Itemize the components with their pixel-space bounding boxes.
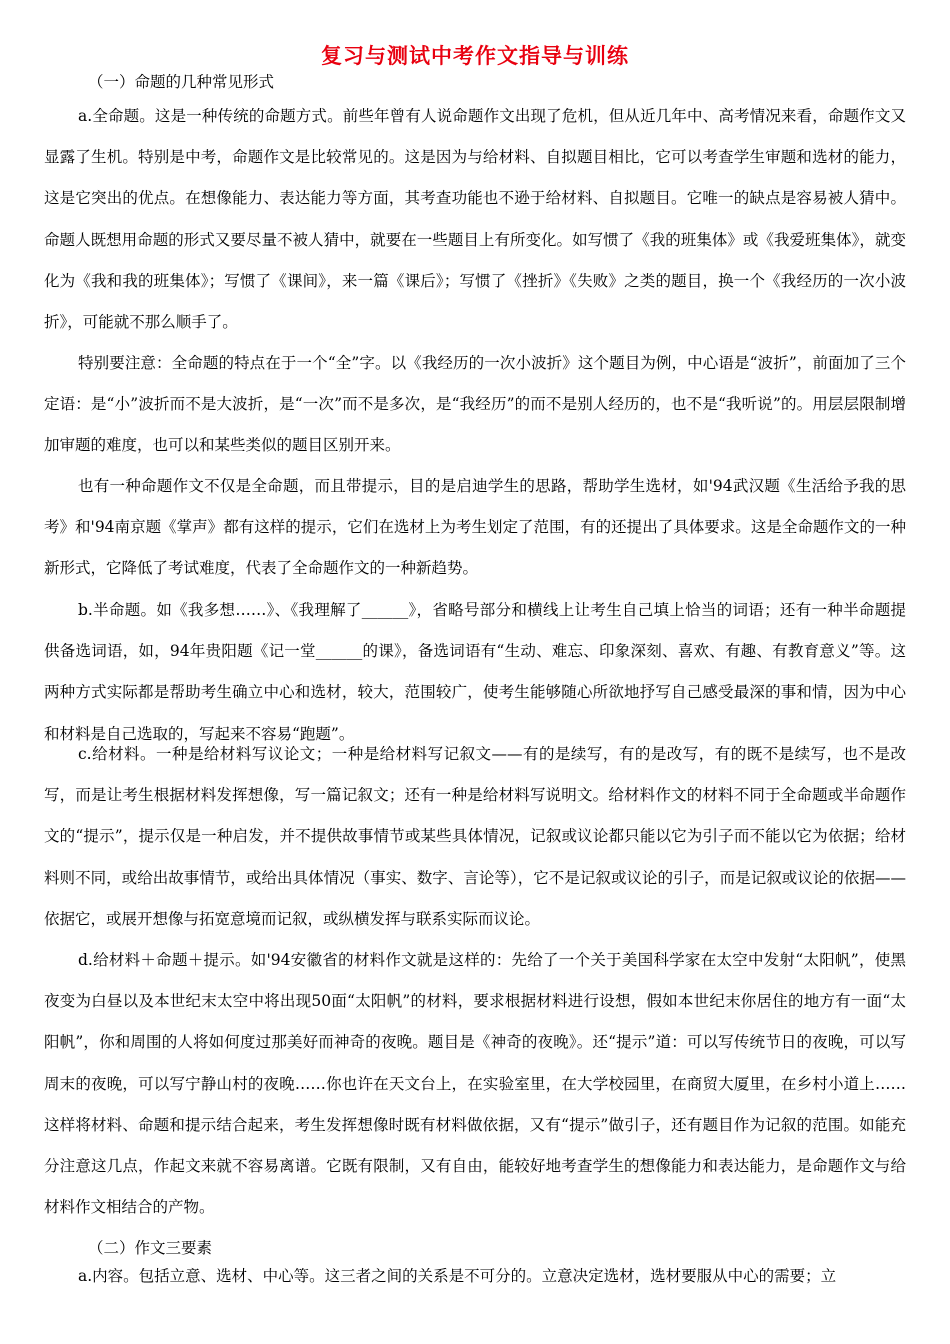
paragraph-with-hints: 也有一种命题作文不仅是全命题，而且带提示，目的是启迪学生的思路，帮助学生选材，如'94武汉题《生活给予我的思考》和'94南京题《掌声》都有这样的提示，它们在选材上为考生划定了范围，有的还提出了具体要求。这是全命题作文的一种新形式，它降低了考试难度，代表了全命题作文的一种新趋势。 <box>44 477 906 578</box>
paragraph-special-note: 特别要注意：全命题的特点在于一个“全”字。以《我经历的一次小波折》这个题目为例，中心语是“波折”，前面加了三个定语：是“小”波折而不是大波折，是“一次”而不是多次，是“我经历”的而不是别人经历的，也不是“我听说”的。用层层限制增加审题的难度，也可以和某些类似的题目区别开来。 <box>44 354 906 455</box>
paragraph-full-proposition: a.全命题。这是一种传统的命题方式。前些年曾有人说命题作文出现了危机，但从近几年中、高考情况来看，命题作文又显露了生机。特别是中考，命题作文是比较常见的。这是因为与给材料、自拟题目相比，它可以考查学生审题和选材的能力，这是它突出的优点。在想像能力、表达能力等方面，其考查功能也不逊于给材料、自拟题目。它唯一的缺点是容易被人猜中。命题人既想用命题的形式又要尽量不被人猜中，就要在一些题目上有所变化。如写惯了《我的班集体》或《我爱班集体》，就变化为《我和我的班集体》；写惯了《课间》，来一篇《课后》；写惯了《挫折》《失败》之类的题目，换一个《我经历的一次小波折》，可能就不那么顺手了。 <box>44 107 906 332</box>
section-heading-three-elements: （二）作文三要素 <box>88 1239 213 1257</box>
paragraph-content: a.内容。包括立意、选材、中心等。这三者之间的关系是不可分的。立意决定选材，选材要服从中心的需要；立 <box>78 1267 837 1285</box>
document-title: 复习与测试中考作文指导与训练 <box>321 44 629 68</box>
paragraph-material-proposition-hint: d.给材料＋命题＋提示。如'94安徽省的材料作文就是这样的：先给了一个关于美国科学家在太空中发射“太阳帆”，使黑夜变为白昼以及本世纪末太空中将出现50面“太阳帆”的材料，要求根据材料进行设想，假如本世纪末你居住的地方有一面“太阳帆”，你和周围的人将如何度过那美好而神奇的夜晚。题目是《神奇的夜晚》。还“提示”道：可以写传统节日的夜晚，可以写周末的夜晚，可以写宁静山村的夜晚……你也许在天文台上，在实验室里，在大学校园里，在商贸大厦里，在乡村小道上……这样将材料、命题和提示结合起来，考生发挥想像时既有材料做依据，又有“提示”做引子，还有题目作为记叙的范围。如能充分注意这几点，作起文来就不容易离谱。它既有限制，又有自由，能较好地考查学生的想像能力和表达能力，是命题作文与给材料作文相结合的产物。 <box>44 951 906 1217</box>
section-heading-forms: （一）命题的几种常见形式 <box>88 73 275 91</box>
paragraph-half-proposition: b.半命题。如《我多想……》、《我理解了______》，省略号部分和横线上让考生自己填上恰当的词语；还有一种半命题提供备选词语，如，94年贵阳题《记一堂______的课》，备选词语有“生动、难忘、印象深刻、喜欢、有趣、有教育意义”等。这两种方式实际都是帮助考生确立中心和选材，较大，范围较广，使考生能够随心所欲地抒写自己感受最深的事和情，因为中心和材料是自己选取的，写起来不容易“跑题”。 <box>44 601 906 743</box>
paragraph-given-material: c.给材料。一种是给材料写议论文；一种是给材料写记叙文——有的是续写，有的是改写，有的既不是续写，也不是改写，而是让考生根据材料发挥想像，写一篇记叙文；还有一种是给材料写说明文。给材料作文的材料不同于全命题或半命题作文的“提示”，提示仅是一种启发，并不提供故事情节或某些具体情况，记叙或议论都只能以它为引子而不能以它为依据；给材料则不同，或给出故事情节，或给出具体情况（事实、数字、言论等），它不是记叙或议论的引子，而是记叙或议论的依据——依据它，或展开想像与拓宽意境而记叙，或纵横发挥与联系实际而议论。 <box>44 745 906 928</box>
